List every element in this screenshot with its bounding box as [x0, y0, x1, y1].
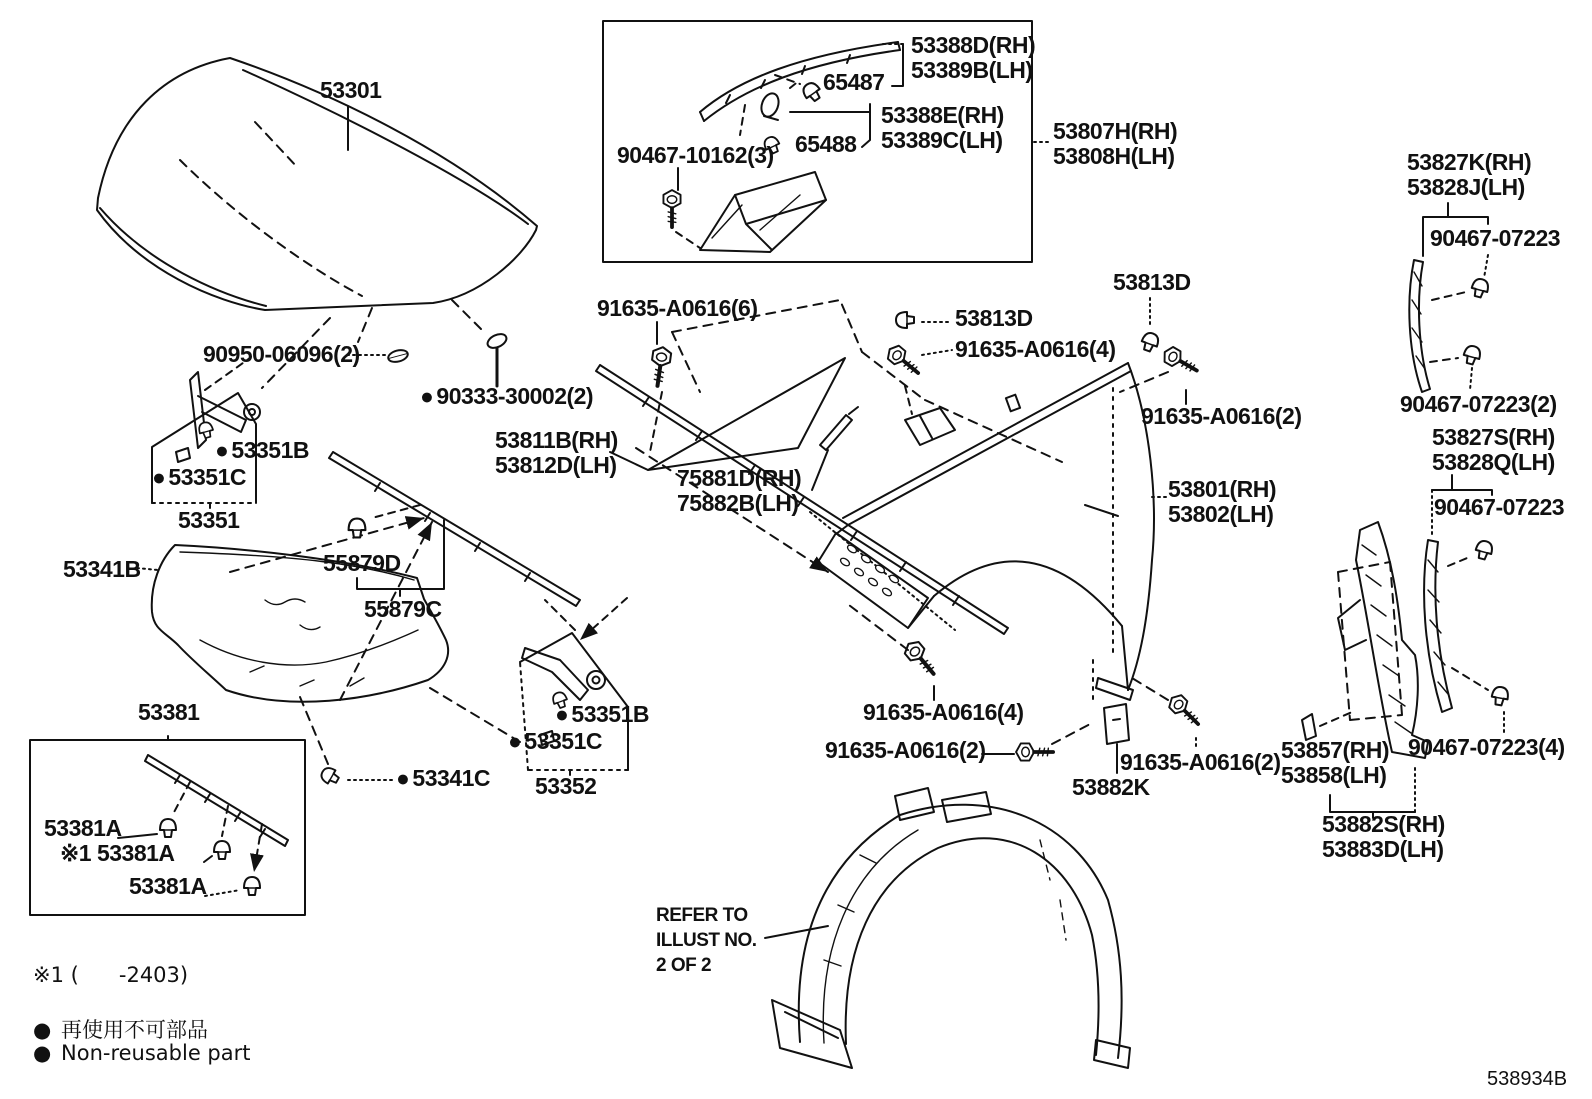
label-clip-53341c: ● 53341C [396, 765, 490, 791]
label-protector-k: 53827K(RH) 53828J(LH) [1407, 149, 1532, 200]
non-reusable-dot: ● [508, 728, 522, 754]
label-bolt-91635-x2-c: 91635-A0616(2) [1120, 749, 1281, 775]
label-moulding-55879c: 55879C [364, 596, 442, 622]
label-protector-s: 53827S(RH) 53828Q(LH) [1432, 424, 1555, 475]
non-reusable-dot: ● [396, 765, 410, 791]
label-hood: 53301 [320, 77, 382, 103]
label-apron-seal: 53811B(RH) 53812D(LH) [495, 427, 618, 478]
non-reusable-dot: ● [215, 437, 229, 463]
fender-liner-drawing [765, 788, 1130, 1068]
label-fender-seal: 75881D(RH) 75882B(LH) [677, 465, 802, 516]
label-clip-90467-07223-a: 90467-07223 [1430, 225, 1561, 251]
small-pins [347, 331, 509, 386]
refer-note: REFER TO ILLUST NO. 2 OF 2 [656, 905, 757, 976]
label-bolt-91635-x4-b: 91635-A0616(4) [863, 699, 1024, 725]
non-reusable-dot: ● [420, 383, 434, 409]
label-seal-clip-a2: ※1 53381A [60, 840, 175, 866]
label-cowl-top-trim: 53388D(RH) 53389B(LH) [911, 32, 1036, 83]
label-bolt-91635-x4-a: 91635-A0616(4) [955, 336, 1116, 362]
label-plate-53882k: 53882K [1072, 774, 1150, 800]
label-seal-clip-a3: 53381A [129, 873, 207, 899]
label-hood-seal: 53381 [138, 699, 200, 725]
ref-mark: ※1 [60, 840, 92, 866]
non-reusable-dot: ● [33, 1041, 52, 1065]
label-seal-clip-a1: 53381A [44, 815, 122, 841]
label-bolt-91635-x2-a: 91635-A0616(2) [1141, 403, 1302, 429]
label-bolt-91635-x2-b: 91635-A0616(2) [825, 737, 986, 763]
label-clip-90950-06096: 90950-06096(2) [203, 341, 360, 367]
non-reusable-dot: ● [33, 1018, 52, 1042]
label-insulator: 53341B [63, 556, 141, 582]
label-clip-65487: 65487 [823, 69, 885, 95]
label-brace: 53857(RH) 53858(LH) [1281, 737, 1389, 788]
label-clip-90467-07223-x2: 90467-07223(2) [1400, 391, 1557, 417]
legend-non-reusable-jp: ● 再使用不可部品 [33, 1018, 209, 1042]
label-clip-55879d: 55879D [323, 550, 401, 576]
label-clip-90467-07223-x4: 90467-07223(4) [1408, 734, 1565, 760]
label-hinge-pad-c-lh: ● 53351C [508, 728, 602, 754]
non-reusable-dot: ● [555, 701, 569, 727]
label-hinge-lh: 53352 [535, 773, 597, 799]
applicability-note: ※1 ( -2403) [33, 963, 189, 987]
label-bolt-91635-x6: 91635-A0616(6) [597, 295, 758, 321]
label-pad-s: 53882S(RH) 53883D(LH) [1322, 811, 1445, 862]
label-clip-65488: 65488 [795, 131, 857, 157]
label-bolt-90333-30002: ● 90333-30002(2) [420, 383, 594, 409]
label-clip-53813d-a: 53813D [955, 305, 1033, 331]
label-screw-90467-10162: 90467-10162(3) [617, 142, 774, 168]
label-clip-53813d-b: 53813D [1113, 269, 1191, 295]
label-hinge-rh: 53351 [178, 507, 240, 533]
apron-seal-drawing [610, 300, 862, 470]
label-clip-90467-07223-b: 90467-07223 [1434, 494, 1565, 520]
non-reusable-dot: ● [152, 464, 166, 490]
diagram-code: 538934B [1487, 1068, 1568, 1090]
label-louver: 53807H(RH) 53808H(LH) [1053, 118, 1178, 169]
fender-drawing [818, 352, 1166, 700]
label-trim-pad: 53388E(RH) 53389C(LH) [881, 102, 1004, 153]
label-hinge-clip-b-lh: ● 53351B [555, 701, 649, 727]
label-hinge-clip-b-rh: ● 53351B [215, 437, 309, 463]
legend-non-reusable-en: ● Non-reusable part [33, 1041, 251, 1065]
label-fender: 53801(RH) 53802(LH) [1168, 476, 1276, 527]
label-hinge-pad-c-rh: ● 53351C [152, 464, 246, 490]
hood-drawing [97, 58, 537, 388]
